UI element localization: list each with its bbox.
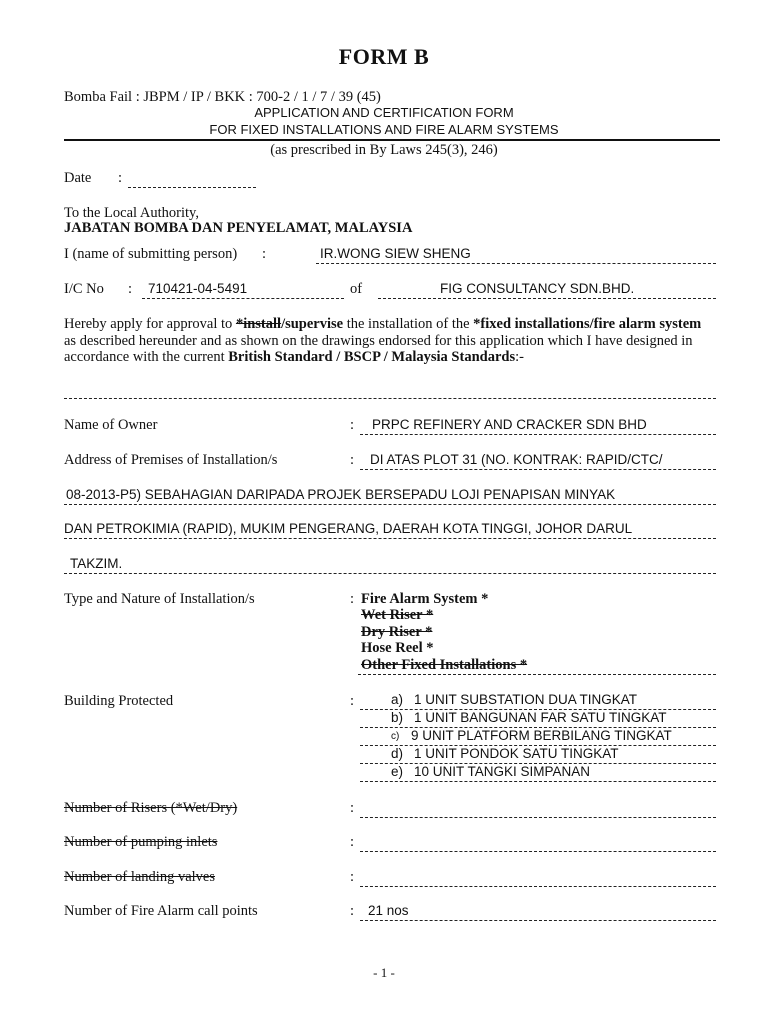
risers-label xyxy=(64,800,237,817)
building-letter-a: a) xyxy=(391,692,404,707)
building-letter-e: e) xyxy=(391,764,404,779)
address-field-1[interactable] xyxy=(360,469,716,470)
owner-colon: : xyxy=(350,417,355,433)
para-fixed-installations: *fixed installations/fire alarm system xyxy=(473,316,702,332)
call-points-value: 21 nos xyxy=(368,903,409,918)
building-item-d: 1 UNIT PONDOK SATU TINGKAT xyxy=(414,746,619,761)
ic-colon: : xyxy=(128,281,133,297)
para-text-1: Hereby apply for approval to xyxy=(64,316,236,332)
ic-label: I/C No xyxy=(64,281,104,297)
call-points-field[interactable] xyxy=(360,920,716,921)
of-label: of xyxy=(350,281,363,297)
para-text-3: the installation of the xyxy=(343,316,474,332)
owner-field[interactable] xyxy=(360,434,716,435)
building-item-b: 1 UNIT BANGUNAN FAR SATU TINGKAT xyxy=(414,710,667,725)
address-line-2: 08-2013-P5) SEBAHAGIAN DARIPADA PROJEK BERSEPADU LOJI PENAPISAN MINYAK xyxy=(66,487,616,502)
address-colon: : xyxy=(350,452,355,468)
application-statement xyxy=(64,316,714,366)
submitter-field[interactable] xyxy=(316,263,716,264)
submitter-colon: : xyxy=(262,246,267,262)
building-item-e: 10 UNIT TANGKI SIMPANAN xyxy=(414,764,591,779)
ic-field[interactable] xyxy=(142,298,344,299)
form-title: FORM B xyxy=(338,44,430,69)
pumping-inlets-label: Number of pumping inlets xyxy=(64,834,218,850)
pumping-inlets-colon: : xyxy=(350,834,355,850)
type-wet-riser: Wet Riser * xyxy=(361,607,434,623)
building-protected-label: Building Protected xyxy=(64,693,174,709)
building-field-e[interactable] xyxy=(360,781,716,782)
address-label: Address of Premises of Installation/s xyxy=(64,452,278,468)
risers-label-text: Number of Risers (*Wet/Dry) xyxy=(64,800,238,816)
form-subtitle-2: FOR FIXED INSTALLATIONS AND FIRE ALARM SYSTEMS xyxy=(209,122,559,137)
submitter-label: I (name of submitting person) xyxy=(64,246,238,262)
address-line-3: DAN PETROKIMIA (RAPID), MUKIM PENGERANG, DAERAH KOTA TINGGI, JOHOR DARUL xyxy=(64,521,633,536)
building-item-c: 9 UNIT PLATFORM BERBILANG TINGKAT xyxy=(411,728,672,743)
call-points-colon: : xyxy=(350,903,355,919)
address-field-2[interactable] xyxy=(64,504,716,505)
para-text-5: as described hereunder and as shown on the drawings endorsed for this application which I have designed in accordance with the current xyxy=(64,332,693,365)
form-subtitle-1: APPLICATION AND CERTIFICATION FORM xyxy=(254,105,514,120)
building-protected-colon: : xyxy=(350,693,355,709)
submitter-value: IR.WONG SIEW SHENG xyxy=(320,246,471,261)
date-colon: : xyxy=(118,170,123,186)
owner-label: Name of Owner xyxy=(64,417,158,433)
installation-type-label: Type and Nature of Installation/s xyxy=(64,591,255,607)
para-text-7: :- xyxy=(515,349,524,365)
building-letter-d: d) xyxy=(391,746,404,761)
para-install: *install xyxy=(235,316,282,332)
header-rule xyxy=(64,139,720,141)
bomba-fail-ref: Bomba Fail : JBPM / IP / BKK : 700-2 / 1 / 7 / 39 (45) xyxy=(64,89,381,105)
authority-name: JABATAN BOMBA DAN PENYELAMAT, MALAYSIA xyxy=(64,220,413,236)
building-letter-c: c) xyxy=(391,731,400,742)
call-points-label: Number of Fire Alarm call points xyxy=(64,903,258,919)
address-field-3[interactable] xyxy=(64,538,716,539)
type-fire-alarm: Fire Alarm System * xyxy=(361,591,489,607)
company-value: FIG CONSULTANCY SDN.BHD. xyxy=(440,281,635,296)
prescribed-note: (as prescribed in By Laws 245(3), 246) xyxy=(270,142,498,158)
building-letter-b: b) xyxy=(391,710,404,725)
address-line-4: TAKZIM. xyxy=(70,556,123,571)
type-other-fixed: Other Fixed Installations * xyxy=(361,657,528,673)
risers-colon: : xyxy=(350,800,355,816)
address-field-4[interactable] xyxy=(64,573,716,574)
risers-field[interactable] xyxy=(360,817,716,818)
type-hose-reel: Hose Reel * xyxy=(361,640,434,656)
page-number: - 1 - xyxy=(373,965,395,980)
landing-valves-field[interactable] xyxy=(360,886,716,887)
installation-type-field[interactable] xyxy=(358,674,716,675)
type-dry-riser: Dry Riser * xyxy=(361,624,433,640)
ic-value: 710421-04-5491 xyxy=(148,281,248,296)
building-item-a: 1 UNIT SUBSTATION DUA TINGKAT xyxy=(414,692,638,707)
landing-valves-label: Number of landing valves xyxy=(64,869,216,885)
pumping-inlets-field[interactable] xyxy=(360,851,716,852)
to-authority-label: To the Local Authority, xyxy=(64,205,199,221)
statement-extra-line[interactable] xyxy=(64,398,716,399)
date-label: Date xyxy=(64,170,92,186)
landing-valves-colon: : xyxy=(350,869,355,885)
owner-value: PRPC REFINERY AND CRACKER SDN BHD xyxy=(372,417,647,432)
installation-type-colon: : xyxy=(350,591,355,607)
para-supervise: /supervise xyxy=(281,316,344,332)
address-line-1: DI ATAS PLOT 31 (NO. KONTRAK: RAPID/CTC/ xyxy=(370,452,663,467)
para-standards: British Standard / BSCP / Malaysia Standards xyxy=(228,349,516,365)
company-field[interactable] xyxy=(378,298,716,299)
date-field[interactable] xyxy=(128,187,256,188)
